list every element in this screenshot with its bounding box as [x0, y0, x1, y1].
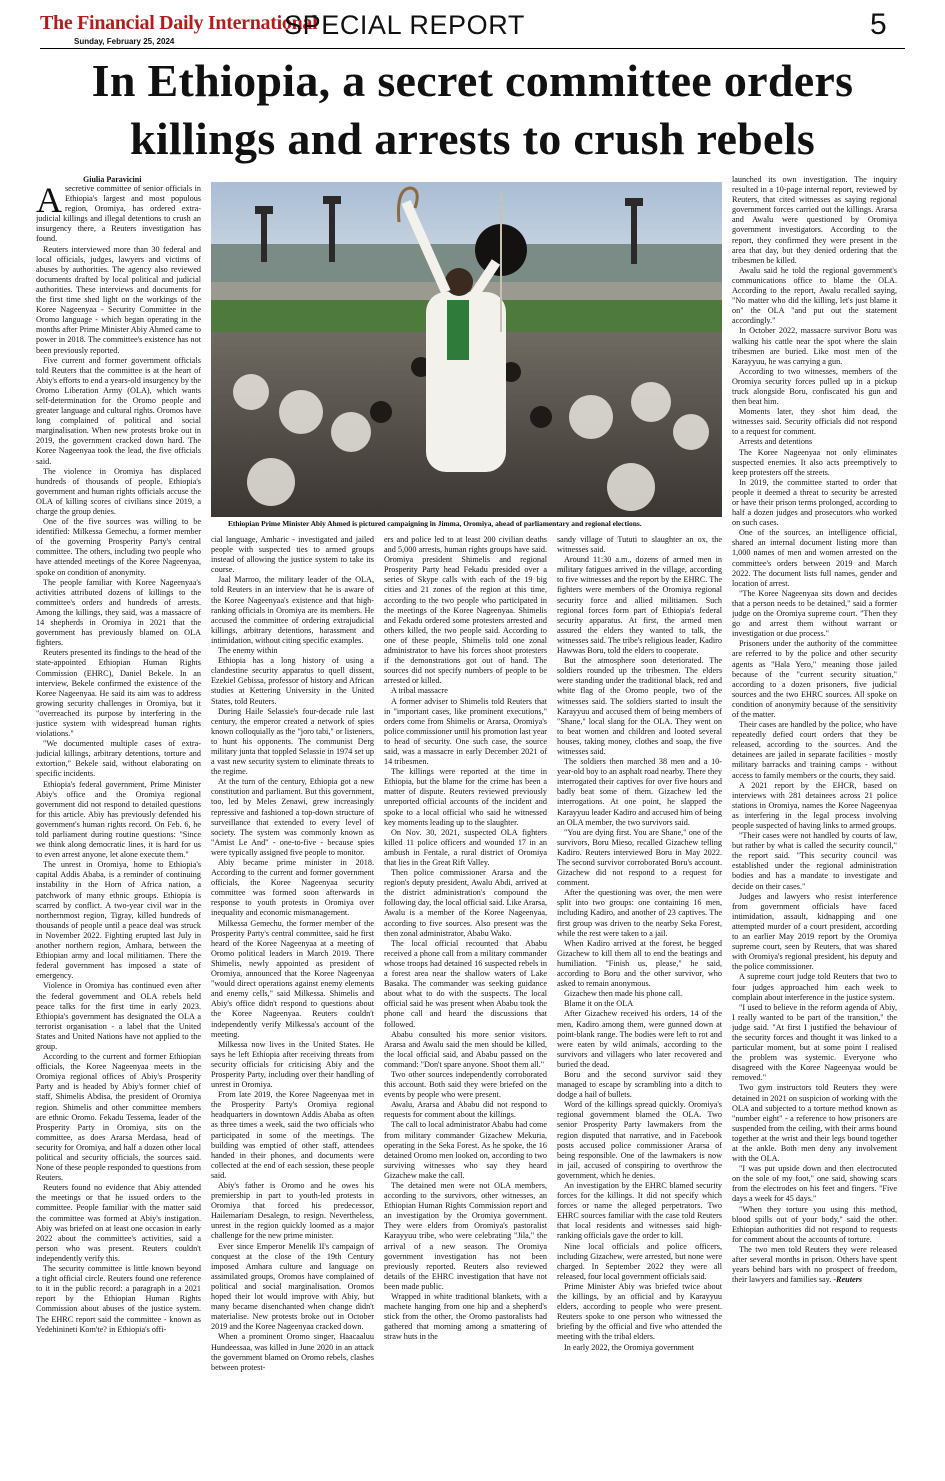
paragraph: But the atmosphere soon deteriorated. The soldiers rounded up the tribesmen. The elders were standing under the traditional black, red and white flag of the Oromo people, two of the witnesses said. The soldiers started to insult the Karayyuu and accused them of being members of "Shane," local slang for the OLA. They went on to beat women and children and looted several houses, taking money, clothes and soap, the five witnesses said. [557, 656, 722, 756]
paragraph: An investigation by the EHRC blamed security forces for the killings. It did not specify which forces or name the alleged perpetrators. Two EHRC sources familiar with the case told Reuters that local residents and witnesses said high-ranking officials gave the order to kill. [557, 1181, 722, 1241]
paragraph: The violence in Oromiya has displaced hundreds of thousands of people. Ethiopia's government and human rights officials accuse the OLA of killing scores of civilians since 2019, a charge the group denies. [36, 466, 201, 516]
paragraph: "When they torture you using this method, blood spills out of your body," said the other. Ethiopian authorities did not respond to requests for comment about the accounts of torture. [732, 1204, 897, 1244]
paragraph: Prime Minister Abiy was briefed twice about the killings, by an official and by Karayyuu elders, according to people who were present. Reuters spoke to one person who witnessed the briefing by the official and five who attended the meeting with the tribal elders. [557, 1281, 722, 1342]
paragraph: One of the sources, an intelligence official, shared an internal document listing more than 1,000 names of men and women arrested on the committee's orders between 2019 and March 2022. The document lists full names, gender and location of arrest. [732, 528, 897, 588]
paragraph: Two other sources independently corroborated this account. Both said they were briefed on the events by people who were present. [384, 1069, 547, 1100]
paragraph: The local official recounted that Ababu received a phone call from a military commander whose troops had detained 16 suspected rebels in a forest area near the shallow waters of Lake Basaka. The commander was seeking guidance about what to do with the suspects. The local official said he was present when Ababu took the phone call and heard the discussions that followed. [384, 938, 547, 1029]
paragraph: launched its own investigation. The inquiry resulted in a 10-page internal report, reviewed by Reuters, that cited witnesses as saying regional government forces carried out the killings. Ararsa and Awalu were questioned by Oromiya government investigators. According to the report, they confirmed they were present in the area that day, but they denied ordering that the tribesmen be killed. [732, 175, 897, 265]
campaign-photo [211, 182, 722, 517]
paragraph: "We documented multiple cases of extra-judicial killings, arbitrary detentions, torture and extortion," Bekele said, without elaborating on specific incidents. [36, 739, 201, 779]
paragraph: Wrapped in white traditional blankets, with a machete hanging from one hip and a shepherd's stick from the other, the Oromo pastoralists had gathered that morning among a smattering of straw huts in the [384, 1292, 547, 1342]
paragraph: The security committee is little known beyond a tight official circle. Reuters found one reference to it in the public record: a paragraph in a 2021 report by the Ethiopian Human Rights Commission about abuses of the justice system. The EHRC report said the committee - known as Yedehinineti Kom'te? in Ethiopia's offi- [36, 1264, 201, 1334]
paragraph: ers and police led to at least 200 civilian deaths and 5,000 arrests, human rights groups have said. Oromiya president Shimelis and regional Prosperity Party head Fekadu presided over a series of Skype calls with each of the 19 big cities and 21 zones of the region at this time, according to the two people who participated in the meetings of the Koree Nageenyaa. Shimelis and Fekadu ordered some protesters arrested and others killed, the two people said. According to one of these people, Shimelis told one zonal administrator to have his forces shoot protesters if the demonstrations got out of hand. The sources did not specify numbers of people to be arrested or killed. [384, 535, 547, 686]
photo-illustration [211, 182, 722, 517]
paragraph: The detained men were not OLA members, according to the survivors, other witnesses, an Ethiopian Human Rights Commission report and an investigation by the Oromiya government. They were elders from Oromiya's pastoralist Karayyuu tribe, who were celebrating "Jila," the arrival of a new season. The Oromiya government investigation has not been previously reported. Reuters also reviewed details of the EHRC investigation that have not been made public. [384, 1181, 547, 1291]
paragraph: Word of the killings spread quickly. Oromiya's regional government blamed the OLA. Two senior Prosperity Party lawmakers from the region disputed that narrative, and in Facebook posts accused police commissioner Ararsa of being responsible. One of the lawmakers is now in jail, accused of conspiring to overthrow the government, which he denies. [557, 1100, 722, 1180]
paragraph: "Their cases were not handled by courts of law, but rather by what is called the security council," the report said. "This security council was established under the regional administration bodies and has a mandate to investigate and decide on their cases." [732, 831, 897, 891]
paragraph: Prisoners under the authority of the committee are referred to by the police and other security agents as "Hala Yero," meaning those jailed because of the "current security situation," according to a dozen prisoners, five judicial sources and the two EHRC sources. All spoke on condition of anonymity because of the sensitivity of the matter. [732, 639, 897, 719]
paragraph: "I used to believe in the reform agenda of Abiy, I really wanted to be part of the transition," the judge said. "At first I justified the behaviour of the security forces and thought it was linked to a particular moment, but at some point I realised the problem was systemic. Everyone who disagreed with the Koree Nageenyaa would be removed." [732, 1002, 897, 1083]
paragraph: Around 11:30 a.m., dozens of armed men in military fatigues arrived in the village, according to five witnesses and the report by the EHRC. The fighters were members of the Oromiya regional security force and allied militiamen. Such regional forces form part of Ethiopia's federal security apparatus. At first, the armed men assured the elders they wanted to talk, the witnesses said. The tribe's religious leader, Kadiro Hawwas Boru, told the elders to cooperate. [557, 555, 722, 656]
paragraph: "The Koree Nageenyaa sits down and decides that a person needs to be detained," said a former judge on the Oromiya supreme court. "Then they go and arrest them without warrant or investigation or due process." [732, 588, 897, 639]
column-4 [557, 535, 722, 1470]
paragraph: According to the current and former Ethiopian officials, the Koree Nageenyaa meets in the Oromiya regional offices of Abiy's Prosperity Party and is headed by Abiy's former chief of staff, Shimelis Abdisa, the president of Oromiya region. Shimelis and other committee members are ethnic Oromo. Fekadu Tessema, leader of the Prosperity Party in Oromiya, sits on the committee, as does Ararsa Merdasa, head of security for Oromiya, and half a dozen other local political and security officials, the sources said. None of these people responded to questions from Reuters. [36, 1052, 201, 1183]
subhead: A tribal massacre [391, 686, 448, 696]
subhead: Blame it on the OLA [564, 999, 634, 1009]
paragraph: Ever since Emperor Menelik II's campaign of conquest at the close of the 19th Century imposed Amhara culture and language on assimilated groups, Oromos have complained of political and social marginalisation. Oromos hoped their lot would improve with Abiy, but many became disenchanted when change didn't materialise. New protests broke out in October 2019 and the Koree Nageenyaa cracked down. [211, 1241, 374, 1332]
paragraph: Abiy's father is Oromo and he owes his premiership in part to youth-led protests in Oromiya that forced his predecessor, Hailemariam Desalegn, to resign. Nevertheless, unrest in the region quickly loomed as a major challenge for the new prime minister. [211, 1181, 374, 1241]
paragraph: When a prominent Oromo singer, Haacaaluu Hundeessaa, was killed in June 2020 in an attack the government blamed on Oromo rebels, clashes between protest- [211, 1332, 374, 1372]
paragraph: In 2019, the committee started to order that people it deemed a threat to security be arrested or have their prison terms prolonged, according to half a dozen judges and prosecutors who worked on such cases. [732, 477, 897, 528]
paragraph: A 2021 report by the EHCR, based on interviews with 281 detainees across 21 police stations in Oromiya, names the Koree Nageenyaa as interfering in the legal process involving people suspected of having links to armed groups. [732, 780, 897, 830]
paragraph: "I was put upside down and then electrocuted on the sole of my foot," one said, showing scars from the electrodes on his feet and fingers. "Five days a week for 45 days." [732, 1164, 897, 1204]
paragraph: Nine local officials and police officers, including Gizachew, were arrested, but none were charged. In September 2022 they were all released, four local government officials said. [557, 1241, 722, 1281]
paragraph: Judges and lawyers who resist interference from government officials have faced intimidation, assault, kidnapping and one attempted murder of a court president, according to an earlier May 2019 report by the Oromiya supreme court, seen by Reuters, that was shared with Oromiya's regional president, his deputy and the police commissioner. [732, 891, 897, 972]
drop-cap: A [36, 184, 62, 220]
paragraph: Reuters found no evidence that Abiy attended the meetings or that he issued orders to the committee. People familiar with the matter said the committee was formed at Abiy's instigation. Abiy was briefed on at least one occasion in early 2022 about the committee's activities, said a person who was present. Reuters couldn't independently verify this. [36, 1183, 201, 1263]
paragraph: "You are dying first. You are Shane," one of the survivors, Boru Mieso, recalled Gizachew telling Kadiro. Reuters interviewed Boru in May 2022. The second survivor corroborated Boru's account. Gizachew did not respond to a request for comment. [557, 827, 722, 888]
paragraph: Gizachew then made his phone call. [564, 989, 683, 999]
column-3 [384, 535, 547, 1470]
paragraph: Awalu said he told the regional government's communications office to blame the OLA. According to the report, Awalu recalled saying, "No matter who did the killing, let's just blame it on" the OLA "and put out the statement accordingly." [732, 265, 897, 326]
subhead: The enemy within [218, 646, 278, 656]
paragraph: Ethiopia has a long history of using a clandestine security apparatus to quell dissent, Ezekiel Gebissa, professor of history and African studies at Kettering University in the United States, told Reuters. [211, 656, 374, 706]
paragraph: In early 2022, the Oromiya government [564, 1342, 695, 1352]
issue-date: Sunday, February 25, 2024 [74, 37, 175, 46]
paragraph: A supreme court judge told Reuters that two to four judges approached him each week to complain about interference in the justice system. [732, 972, 897, 1002]
column-5 [732, 175, 897, 1470]
lede-paragraph: Asecretive committee of senior officials in Ethiopia's largest and most populous region, Oromiya, has ordered extra-judicial killings and illegal detentions to crush an insurgency there, a Reuters investigation has found. [36, 184, 201, 244]
paragraph: In October 2022, massacre survivor Boru was walking his cattle near the spot where the slain tribesmen are buried. Like most men of the Karayyuu, he was carrying a gun. [732, 326, 897, 366]
paragraph: Reuters interviewed more than 30 federal and local officials, judges, lawyers and victims of abuses by authorities. The agency also reviewed documents drafted by local political and judicial authorities. These interviews and documents for the first time shed light on the workings of the Koree Nageenyaa - Security Committee in the Oromo language - which began operating in the months after Prime Minister Abiy Ahmed came to power in 2018. The committee's existence has not been previously reported. [36, 244, 201, 355]
paragraph: sandy village of Tututi to slaughter an ox, the witnesses said. [557, 535, 722, 555]
paragraph: The two men told Reuters they were released after several months in prison. Others have spent years behind bars with no prospect of freedom, their lawyers and families say. -Reuters [732, 1244, 897, 1285]
paragraph: On Nov. 30, 2021, suspected OLA fighters killed 11 police officers and wounded 17 in an ambush in Fentale, a rural district of Oromiya that lies in the Great Rift Valley. [384, 827, 547, 867]
byline: Giulia Paravicini [83, 175, 142, 184]
paragraph: Milkessa now lives in the United States. He says he left Ethiopia after receiving threats from security officials for criticising Abiy and the Prosperity Party, including over their handling of unrest in Oromiya. [211, 1039, 374, 1090]
paragraph: Reuters presented its findings to the head of the state-appointed Ethiopian Human Rights Commission (EHRC), Daniel Bekele. In an interview, Bekele confirmed the existence of the Koree Nageenyaa. He said its aim was to address growing security challenges in Oromiya, but it "overreached its purpose by interfering in the justice system with widespread human rights violations." [36, 648, 201, 739]
paragraph: Their cases are handled by the police, who have repeatedly defied court orders that they be released, according to the sources. And the detainees are jailed in separate facilities - mostly military barracks and training camps - without access to family members or the courts, they said. [732, 720, 897, 780]
subhead: Arrests and detentions [739, 437, 813, 447]
paragraph: Moments later, they shot him dead, the witnesses said. Security officials did not respond to a request for comment. [732, 407, 897, 437]
section-title: SPECIAL REPORT [284, 10, 525, 40]
page-number: 5 [870, 8, 887, 41]
paragraph: Awalu, Ararsa and Ababu did not respond to requests for comment about the killings. [384, 1100, 547, 1120]
paragraph: Jaal Marroo, the military leader of the OLA, told Reuters in an interview that he is aware of the Koree Nageenyaa's existence and that high-ranking officials in Oromiya are its members. He accused the committee of ordering extrajudicial killings, arbitrary detentions, harassment and intimidation, without citing specific examples. [211, 575, 374, 645]
paragraph: During Haile Selassie's four-decade rule last century, the emperor created a network of spies known colloquially as the "joro tabi," or listeners, to hunt his opponents. The communist Derg military junta that toppled Selassie in 1974 set up a vast new security system to eliminate threats to the regime. [211, 706, 374, 777]
paragraph: After the questioning was over, the men were split into two groups: one containing 16 men, including Kadiro, and another of 23 captives. The first group was driven to the nearby Seka Forest, while the rest were taken to a jail. [557, 888, 722, 938]
paragraph: The unrest in Oromiya, home to Ethiopia's capital Addis Ababa, is a reminder of continuing instability in the Horn of Africa nation, a patchwork of many ethnic groups. Ethiopia is scarred by conflict. A two-year civil war in the northernmost region, Tigray, killed hundreds of thousands of people until a peace deal was struck in November 2022. Fighting erupted last July in another northern region, Amhara, between the Ethiopian army and local militiamen. There the federal government has imposed a state of emergency. [36, 860, 201, 981]
paragraph: cial language, Amharic - investigated and jailed people with suspected ties to armed groups instead of allowing the justice system to take its course. [211, 535, 374, 575]
paragraph: When Kadiro arrived at the forest, he begged Gizachew to kill them all to end the beatings and humiliation. "Finish us, please," he said, according to Boru and the other survivor, who asked to remain anonymous. [557, 938, 722, 989]
paragraph: A former adviser to Shimelis told Reuters that in "important cases, like prominent executions," orders come from Shimelis or Ararsa, Oromiya's police commissioner until his promotion last year to head of security. One such case, the source said, was a massacre in early December 2021 of 14 tribesmen. [384, 696, 547, 767]
paragraph: Boru and the second survivor said they managed to escape by scrambling into a ditch to dodge a hail of bullets. [557, 1069, 722, 1100]
paragraph: Violence in Oromiya has continued even after the federal government and OLA rebels held peace talks for the first time in early 2023. Ethiopia's government has designated the OLA a terrorist organisation - a label that the United States and United Nations have not applied to the group. [36, 981, 201, 1051]
paragraph: The Koree Nageenyaa not only eliminates suspected enemies. It also acts preemptively to keep protesters off the streets. [732, 447, 897, 477]
paragraph: The call to local administrator Ababu had come from military commander Gizachew Mekuria, operating in the Seka Forest. As he spoke, the 16 detained Oromo men looked on, according to two surviving witnesses who say they heard Gizachew make the call. [384, 1120, 547, 1180]
paragraph: One of the five sources was willing to be identified: Milkessa Gemechu, a former member of the governing Prosperity Party's central committee. The others, including two people who have attended meetings of the Koree Nageenyaa, spoke on condition of anonymity. [36, 517, 201, 577]
paragraph: Two gym instructors told Reuters they were detained in 2021 on suspicion of working with the OLA and subjected to a torture method known as "number eight" - a reference to how prisoners are suspended from the ceiling, with their arms bound together at the wrist and their legs bound together at the ankle. Both men deny any involvement with the OLA. [732, 1083, 897, 1164]
paragraph: Ethiopia's federal government, Prime Minister Abiy's office and the Oromiya regional government did not respond to detailed questions for this article. Abiy has previously defended his government's human rights record. On Feb. 6, he told parliament during routine questions: "Since we think along democratic lines, it is hard for us to even arrest anyone, let alone execute them." [36, 779, 201, 860]
column-1 [36, 184, 201, 1470]
paragraph: The soldiers then marched 38 men and a 10-year-old boy to an asphalt road nearby. There they interrogated their captives for over five hours and badly beat some of them. Gizachew led the interrogations. At one point, he slapped the Karayyuu leader Kadiro and accused him of being an OLA member, the two survivors said. [557, 757, 722, 827]
paragraph: From late 2019, the Koree Nageenyaa met in the Prosperity Party's Oromiya regional headquarters in downtown Addis Ababa as often as three times a week, said the two officials who participated in some of the meetings. The building was emptied of other staff, attendees handed in their phones, and documents were collected at the end of each session, these people said. [211, 1090, 374, 1180]
paragraph: According to two witnesses, members of the Oromiya security forces pulled up in a pickup truck alongside Boru, confiscated his gun and then beat him. [732, 366, 897, 407]
paragraph: Then police commissioner Ararsa and the region's deputy president, Awalu Abdi, arrived at the district administration's compound the following day, the local official said. Like Ararsa, Awalu is a member of the Koree Nageenyaa, according to five sources. Also present was the then zonal administrator, Ababu Wako. [384, 868, 547, 938]
paragraph: Five current and former government officials told Reuters that the committee is at the heart of Abiy's efforts to end a years-old insurgency by the Oromo Liberation Army (OLA), which wants self-determination for the Oromo people and greater language and cultural rights. Oromos have long complained of political and social marginalisation. When new protests broke out in 2019, the government cracked down hard. The Koree Nageenyaa took the lead, the five officials said. [36, 355, 201, 466]
paragraph: The killings were reported at the time in Ethiopia, but the blame for the crime has been a matter of dispute. Reuters reviewed previously unreported official accounts of the incident and spoke to a local official who said he witnessed key moments leading up to the slaughter. [384, 767, 547, 827]
paragraph: The people familiar with Koree Nageenyaa's activities attributed dozens of killings to the committee's orders and hundreds of arrests. Among the killings, they said, was a massacre of 14 shepherds in Oromiya in 2021 that the government has previously blamed on OLA fighters. [36, 577, 201, 648]
photo-caption: Ethiopian Prime Minister Abiy Ahmed is pictured campaigning in Jimma, Oromiya, ahead of parliamentary and regional elections. [228, 519, 642, 528]
headline: In Ethiopia, a secret committee orders killings and arrests to crush rebels [91, 55, 854, 164]
agency-signoff: -Reuters [833, 1275, 862, 1285]
paragraph: Milkessa Gemechu, the former member of the Prosperity Party's central committee, said he first heard of the Koree Nageenyaa at a meeting of Oromo political leaders in March 2019. There Shimelis, newly appointed as president of Oromiya, announced that the Koree Nageenyaa "would direct operations against enemy elements and enemy cells," said Milkessa. Shimelis and Abiy's office didn't respond to questions about the Koree Nageenyaa. Reuters couldn't independently verify Milkessa's account of the meeting. [211, 918, 374, 1039]
paragraph: Ababu consulted his more senior visitors. Ararsa and Awalu said the men should be killed, the local official said, and Ababu passed on the command: "Don't spare anyone. Shoot them all." [384, 1029, 547, 1069]
paragraph: Abiy became prime minister in 2018. According to the current and former government officials, the Koree Nageenyaa security committee was formed soon afterwards in response to youth protests in Oromiya over inequality and economic mismanagement. [211, 858, 374, 918]
paragraph: After Gizachew received his orders, 14 of the men, Kadiro among them, were gunned down at point-blank range. The bodies were left to rot and were eaten by wild animals, according to the survivors and villagers who later recovered and buried the dead. [557, 1009, 722, 1069]
masthead: The Financial Daily International [40, 12, 318, 34]
paragraph: At the turn of the century, Ethiopia got a new constitution and parliament. But this government, too, led by Meles Zenawi, grew increasingly repressive and fashioned a top-down structure of surveillance that extended to every level of society. The system was commonly known as "Amist Le And" - one-to-five - because spies were typically assigned five people to monitor. [211, 777, 374, 857]
column-2 [211, 535, 374, 1470]
header-rule [40, 48, 905, 49]
